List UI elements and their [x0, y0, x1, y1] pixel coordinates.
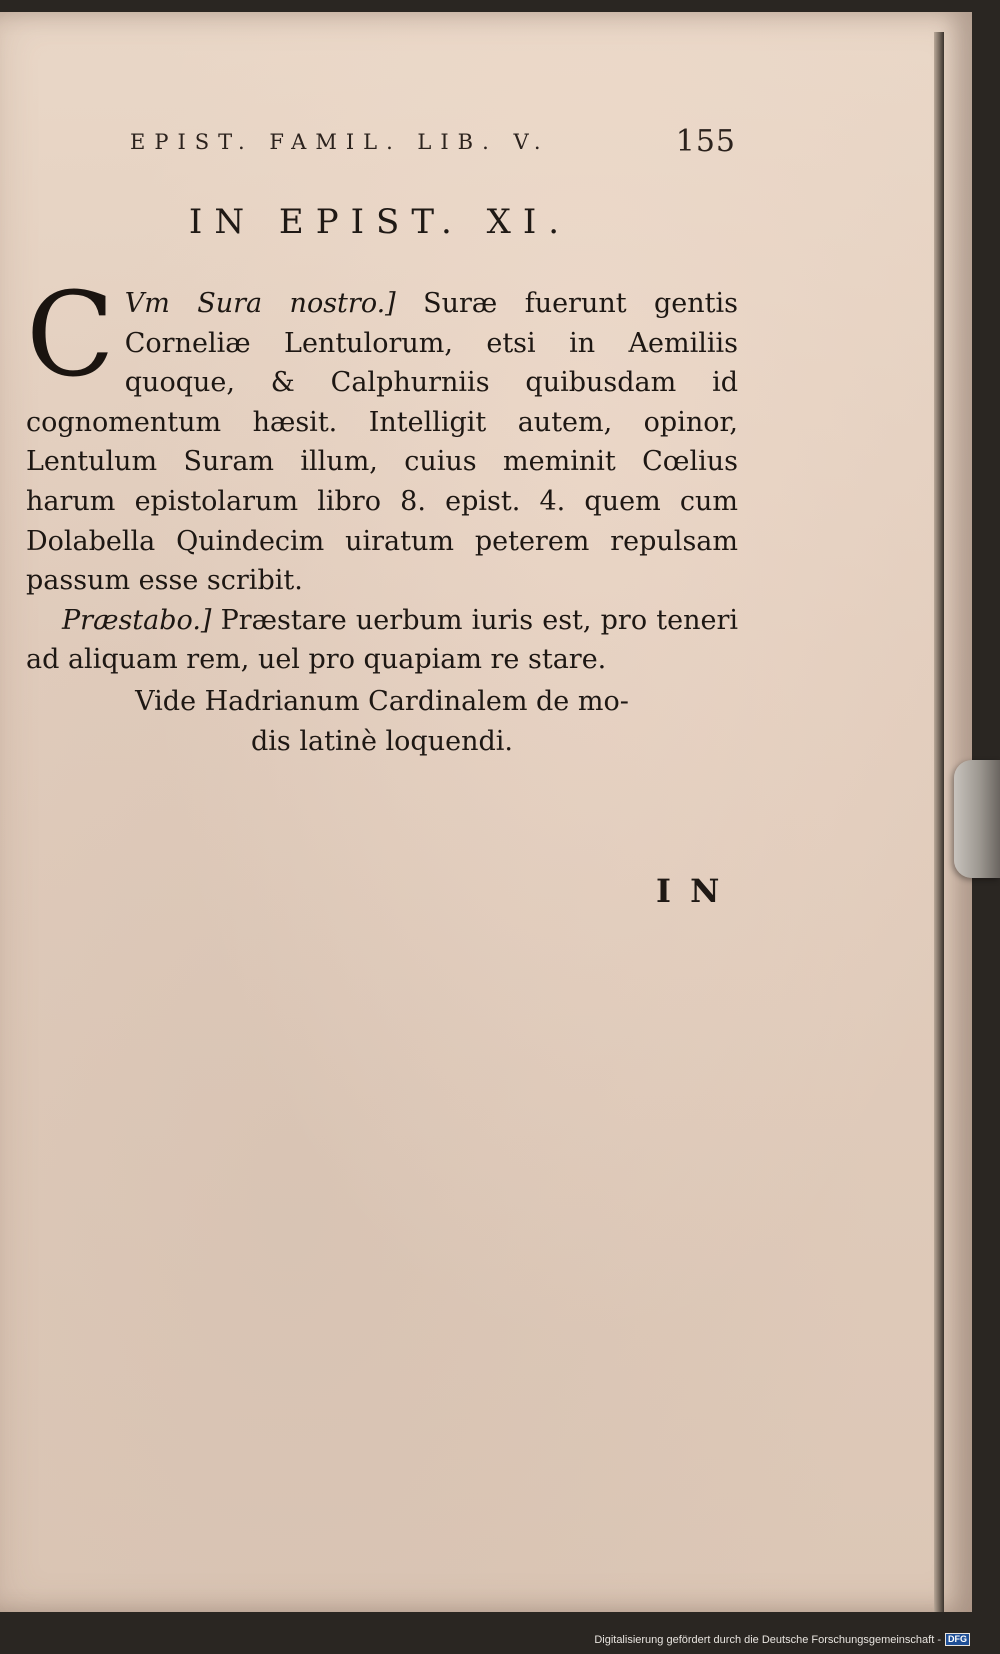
running-head: EPIST. FAMIL. LIB. V.	[130, 130, 550, 154]
book-clasp	[954, 760, 1000, 878]
catchword: I N	[656, 872, 724, 910]
lemma-cum-sura: Vm Sura nostro.]	[124, 288, 396, 319]
section-title: IN EPIST. XI.	[188, 202, 572, 242]
dfg-logo: DFG	[945, 1633, 970, 1646]
page-number: 155	[675, 124, 736, 159]
page-edge	[934, 32, 944, 1612]
drop-cap: C	[26, 268, 115, 403]
closing-lines	[26, 682, 738, 761]
paragraph-text: Præstare uerbum iuris est, pro teneri ad aliquam rem, uel pro quapiam re stare.	[26, 604, 738, 676]
page-header	[130, 124, 740, 160]
closing-line: Vide Hadrianum Cardinalem de mo-	[135, 686, 629, 717]
paragraph-praestabo	[26, 601, 738, 680]
paragraph-text: Suræ fuerunt gentis Corneliæ Lentulorum, etsi in Aemiliis quoque, & Calphurniis quibusdam id cognomentum hæsit. Intelligit autem, opinor, Lentulum Suram illum, cuius meminit Cœlius harum epistolarum libro 8. epist. 4. quem cum Dolabella Quindecim uiratum peterem repulsam passum esse scribit.	[26, 288, 738, 597]
closing-line: dis latinè loquendi.	[251, 725, 513, 757]
digitization-credit	[594, 1633, 970, 1646]
book-page	[0, 12, 972, 1612]
lemma-praestabo: Præstabo.]	[62, 604, 212, 636]
credit-text: Digitalisierung gefördert durch die Deutsche Forschungsgemeinschaft -	[594, 1633, 941, 1646]
paragraph-cum-sura	[26, 268, 738, 601]
commentary-body	[26, 268, 738, 680]
